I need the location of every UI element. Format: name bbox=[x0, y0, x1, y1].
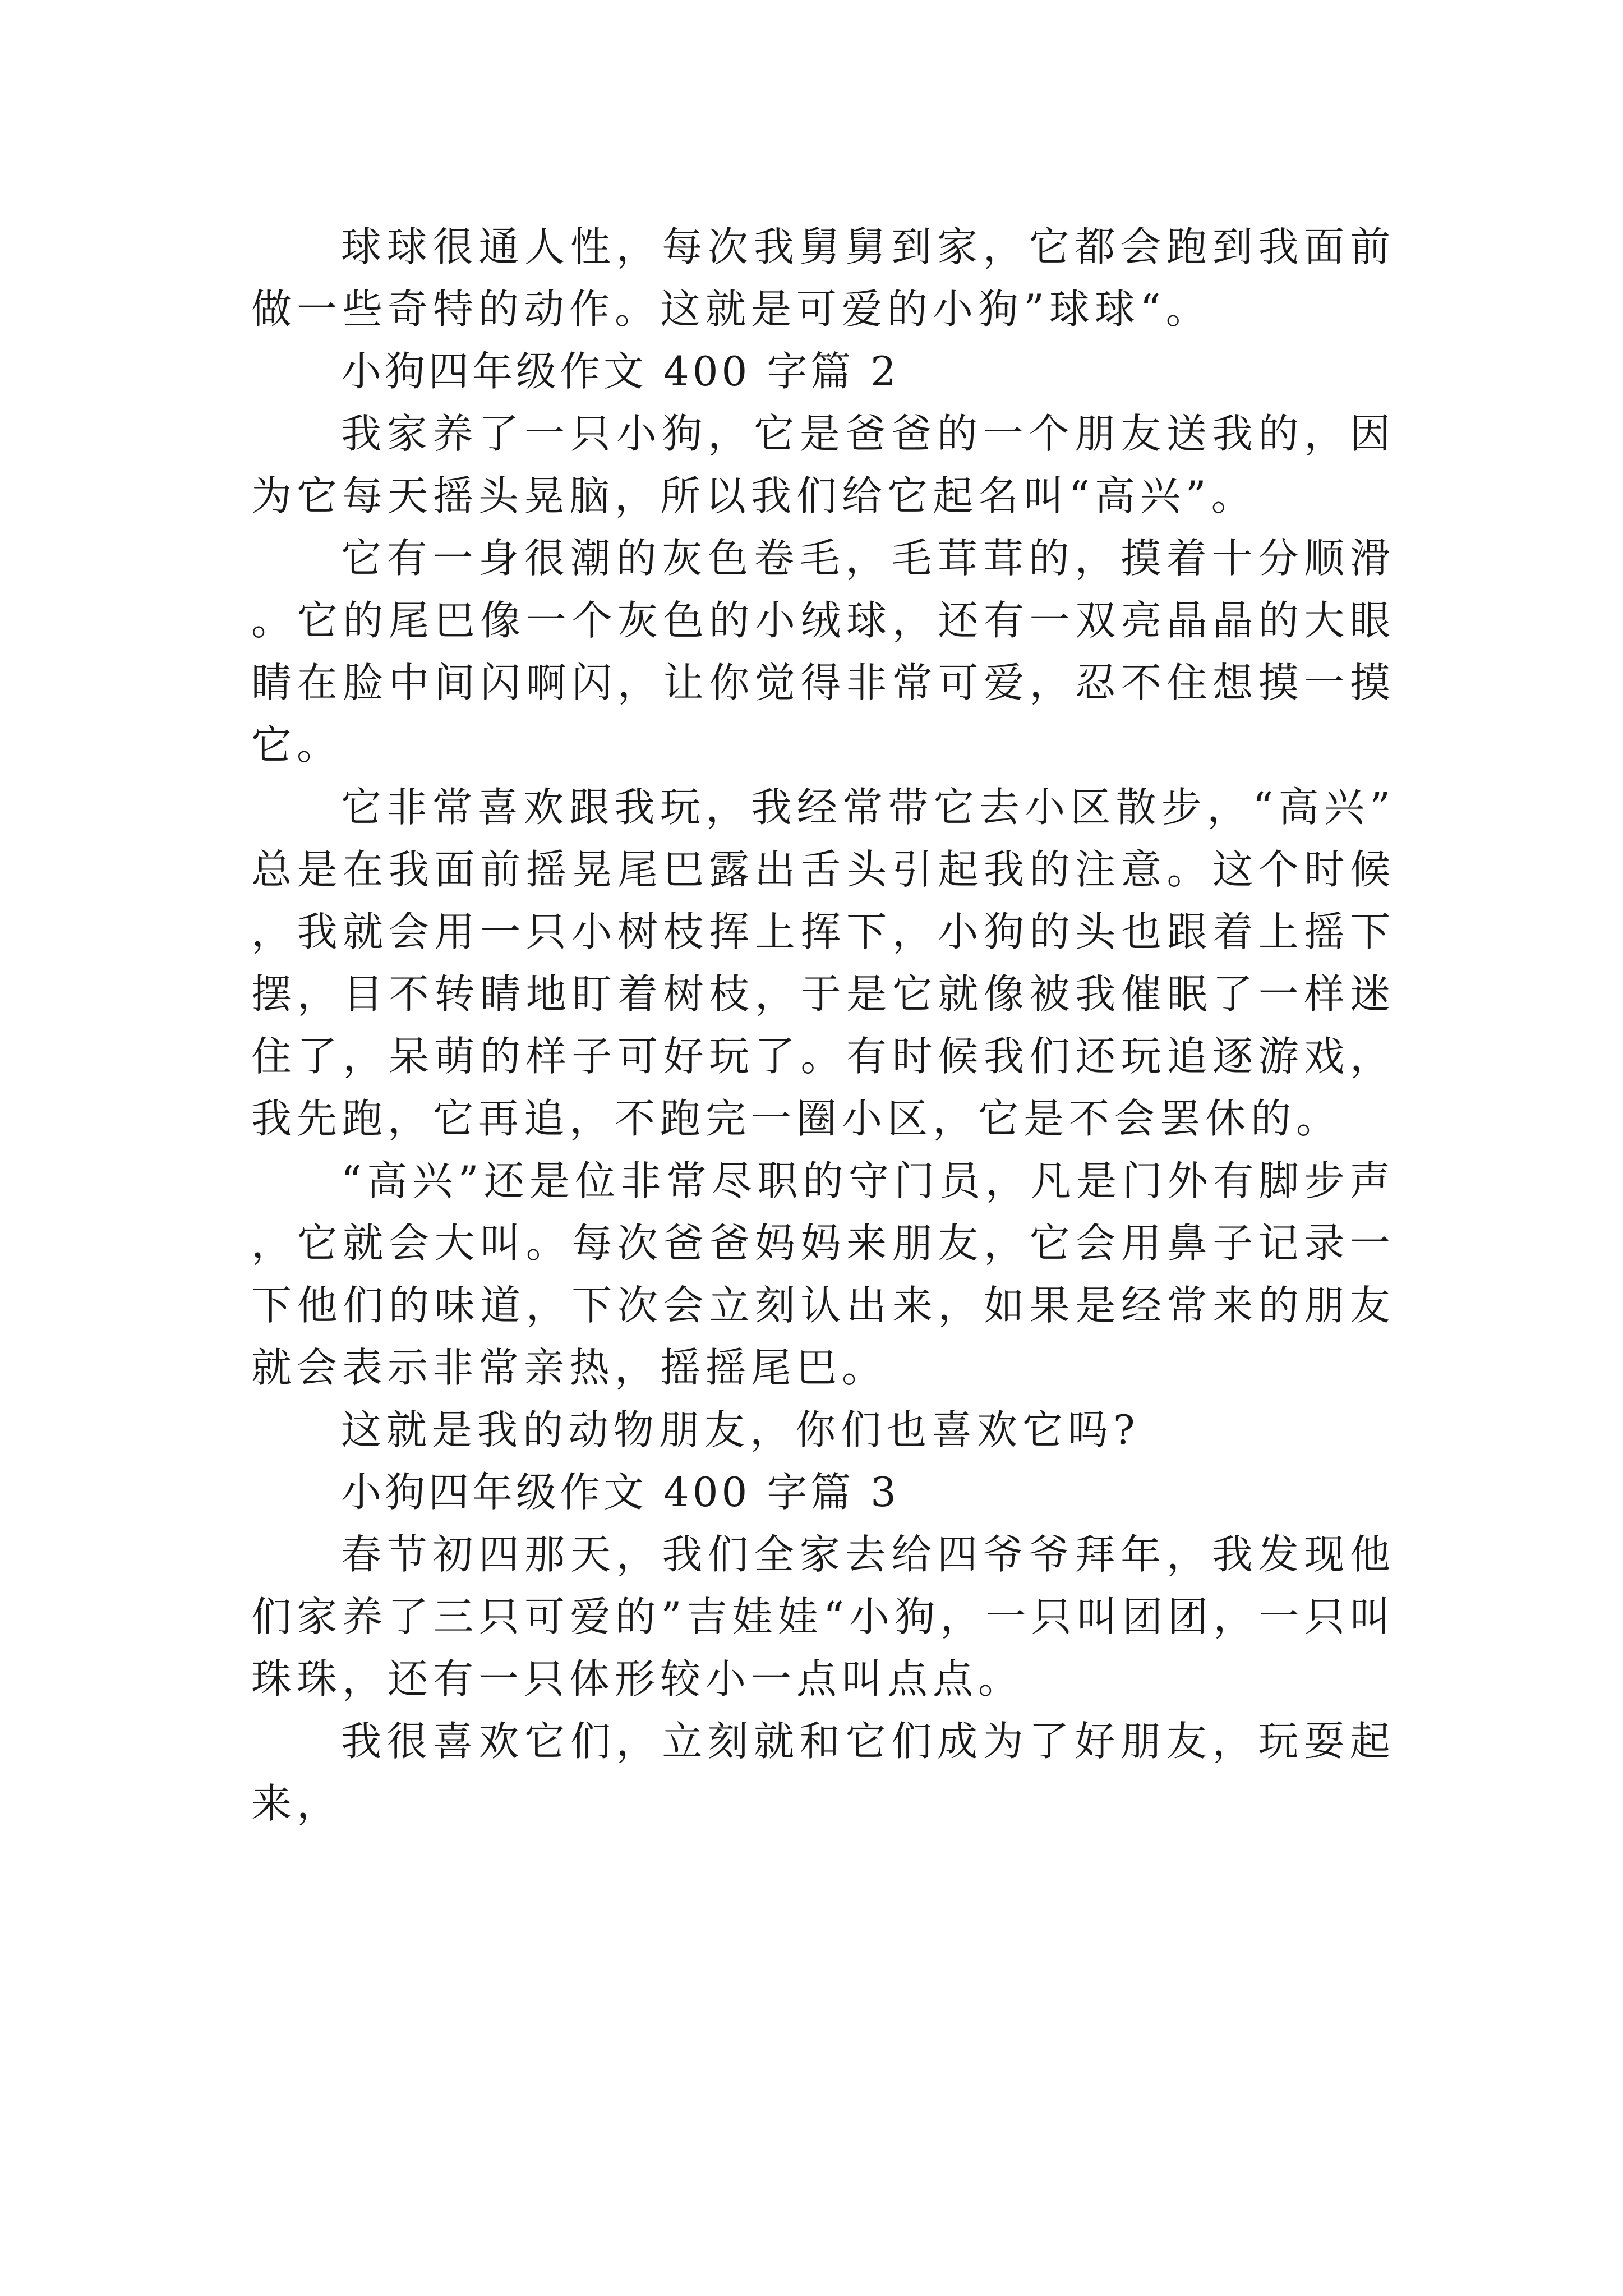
paragraph: 球球很通人性，每次我舅舅到家，它都会跑到我面前做一些奇特的动作。这就是可爱的小狗”球球“。 bbox=[251, 223, 1395, 333]
paragraph: “高兴”还是位非常尽职的守门员，凡是门外有脚步声，它就会大叫。每次爸爸妈妈来朋友，它会用鼻子记录一下他们的味道，下次会立刻认出来，如果是经常来的朋友就会表示非常亲热，摇摇尾巴。 bbox=[251, 1157, 1395, 1391]
paragraph: 春节初四那天，我们全家去给四爷爷拜年，我发现他们家养了三只可爱的”吉娃娃“小狗，一只叫团团，一只叫珠珠，还有一只体形较小一点叫点点。 bbox=[251, 1531, 1395, 1703]
paragraph: 我家养了一只小狗，它是爸爸的一个朋友送我的，因为它每天摇头晃脑，所以我们给它起名叫“高兴”。 bbox=[251, 410, 1395, 519]
paragraph: 它非常喜欢跟我玩，我经常带它去小区散步，“高兴”总是在我面前摇晃尾巴露出舌头引起我的注意。这个时候，我就会用一只小树枝挥上挥下，小狗的头也跟着上摇下摆，目不转睛地盯着树枝，于是它就像被我催眠了一样迷住了，呆萌的样子可好玩了。有时候我们还玩追逐游戏，我先跑，它再追，不跑完一圈小区，它是不会罢休的。 bbox=[251, 784, 1395, 1142]
document-body bbox=[251, 216, 1395, 1835]
section-heading: 小狗四年级作文 400 字篇 3 bbox=[341, 1469, 900, 1516]
paragraph: 这就是我的动物朋友，你们也喜欢它吗? bbox=[341, 1406, 1140, 1453]
paragraph: 它有一身很潮的灰色卷毛，毛茸茸的，摸着十分顺滑。它的尾巴像一个灰色的小绒球，还有一双亮晶晶的大眼睛在脸中间闪啊闪，让你觉得非常可爱，忍不住想摸一摸它。 bbox=[251, 535, 1395, 769]
section-heading: 小狗四年级作文 400 字篇 2 bbox=[341, 348, 900, 395]
paragraph: 我很喜欢它们，立刻就和它们成为了好朋友，玩耍起来， bbox=[251, 1718, 1395, 1827]
